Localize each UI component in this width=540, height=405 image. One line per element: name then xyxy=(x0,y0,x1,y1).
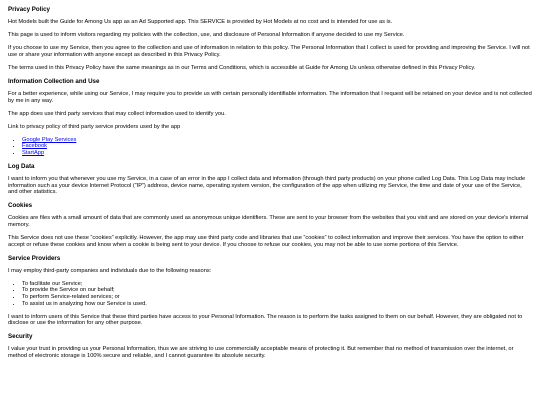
log-data-paragraph: I want to inform you that whenever you use my Service, in a case of an error in the app I collect data and information (through third party products) on your phone called Log Data. This Log Data may include information such as your device Internet Protocol (“IP”) address, device name, operating system version, the configuration of the app when utilizing my Service, the time and date of your use of the Service, and other statistics. xyxy=(8,176,526,196)
list-item: • To assist us in analyzing how our Service is used. xyxy=(22,301,532,308)
cookies-paragraph: This Service does not use these “cookies” explicitly. However, the app may use third party code and libraries that use “cookies” to collect information and improve their services. You have the option to either accept or refuse these cookies and know when a cookie is being sent to your device. If you choose to refuse our cookies, you may not be able to use some portions of this Service. xyxy=(8,235,524,248)
startapp-link[interactable]: StartApp xyxy=(22,150,45,157)
intro-paragraph: The terms used in this Privacy Policy have the same meanings as in our Terms and Conditions, which is accessible at Guide for Among Us unless otherwise defined in this Privacy Policy. xyxy=(8,64,476,71)
collection-paragraph: Link to privacy policy of third party service providers used by the app xyxy=(8,123,181,130)
third-party-links-list xyxy=(8,137,532,157)
section-heading-service-providers: Service Providers xyxy=(8,254,61,262)
providers-outro: I want to inform users of this Service that these third parties have access to your Personal Information. The reason is to perform the tasks assigned to them on our behalf. However, they are obligated not to disclose or use the information for any other purpose. xyxy=(8,313,523,327)
collection-paragraph: For a better experience, while using our Service, I may require you to provide us with certain personally identifiable information. The information that I request will be retained on your device and is not collected by me in any way. xyxy=(8,90,532,104)
reasons-list xyxy=(8,281,532,307)
list-item: • To facilitate our Service; xyxy=(22,281,532,288)
page-title: Privacy Policy xyxy=(8,6,50,13)
intro-paragraph: Hot Models built the Guide for Among Us app as an Ad Supported app. This SERVICE is provided by Hot Models at no cost and is intended for use as is. xyxy=(8,19,393,25)
list-item: • To perform Service-related services; or xyxy=(22,294,532,301)
facebook-link[interactable]: Facebook xyxy=(22,143,47,150)
section-heading-security: Security xyxy=(8,333,33,341)
collection-paragraph: The app does use third party services that may collect information used to identify you. xyxy=(8,110,226,117)
list-item xyxy=(22,143,532,150)
intro-paragraph: This page is used to inform visitors regarding my policies with the collection, use, and disclosure of Personal Information if anyone decided to use my Service. xyxy=(8,32,405,39)
security-paragraph: I value your trust in providing us your Personal Information, thus we are striving to use commercially acceptable means of protecting it. But remember that no method of transmission over the internet, or method of electronic storage is 100% secure and reliable, and I cannot guarantee its absolute security. xyxy=(8,346,514,360)
providers-intro: I may employ third-party companies and individuals due to the following reasons: xyxy=(8,267,212,274)
list-item xyxy=(22,150,532,157)
list-item: • To provide the Service on our behalf; xyxy=(22,287,532,294)
section-heading-log-data: Log Data xyxy=(8,163,35,171)
google-play-services-link[interactable]: Google Play Services xyxy=(22,136,77,143)
section-heading-collection: Information Collection and Use xyxy=(8,77,100,85)
list-item xyxy=(22,137,532,144)
section-heading-cookies: Cookies xyxy=(8,202,33,210)
cookies-paragraph: Cookies are files with a small amount of data that are commonly used as anonymous unique identifiers. These are sent to your browser from the websites that you visit and are stored on your device's internal memory. xyxy=(8,215,529,228)
intro-paragraph: If you choose to use my Service, then you agree to the collection and use of information in relation to this policy. The Personal Information that I collect is used for providing and improving the Service. I will not use or share your information with anyone except as described in this Privacy Policy. xyxy=(8,45,530,58)
